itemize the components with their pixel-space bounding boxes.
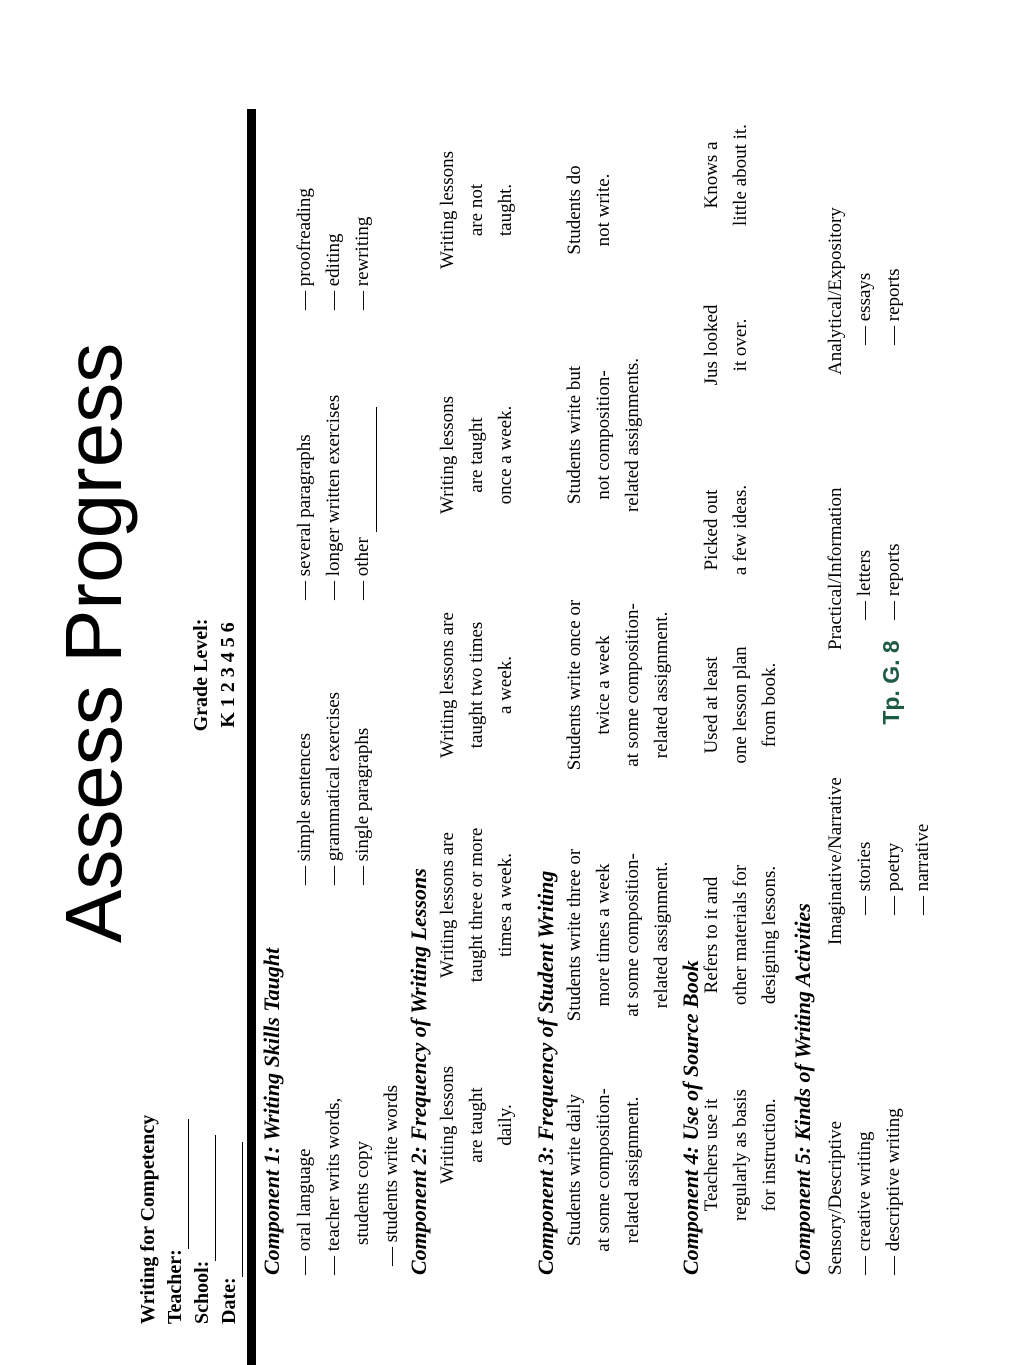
c4-col2: Refers to it and other materials for designing lessons. <box>701 864 780 1006</box>
grade-level-options: K 1 2 3 4 5 6 <box>217 622 239 728</box>
school-blank[interactable] <box>195 1135 216 1261</box>
c3-col4: Students write but not composition- related assignments. <box>564 357 643 513</box>
teacher-field[interactable]: Teacher: <box>162 1119 189 1324</box>
c2-col3: Writing lessons are taught two times a week. <box>437 612 516 758</box>
c4-col1: Teachers use it regularly as basis for instruction. <box>701 1089 780 1221</box>
c5-col4: Analytical/Expository — essays — reports <box>825 207 904 375</box>
school-field[interactable]: School: <box>189 1135 216 1324</box>
component-3-heading: Component 3: Frequency of Student Writing <box>533 870 558 1275</box>
c1-col2: — simple sentences — grammatical exercises — single paragraphs <box>294 691 373 885</box>
c2-col5: Writing lessons are not taught. <box>437 151 516 269</box>
c1-col1: — oral language — teacher writs words, students copy — students write words <box>294 1084 402 1275</box>
c1-col4: — proofreading — editing — rewriting <box>294 188 373 310</box>
c4-col4: Picked out a few ideas. <box>701 484 751 576</box>
c5-col2: Imaginative/Narrative — stories — poetry — narrative <box>825 777 933 945</box>
component-5-heading: Component 5: Kinds of Writing Activities <box>790 903 815 1275</box>
date-field[interactable]: Date: <box>216 1142 243 1324</box>
c2-col2: Writing lessons are taught three or more times a week. <box>437 827 516 983</box>
page-title: Assess Progress <box>49 342 138 943</box>
c4-col5: Jus looked it over. <box>701 304 751 386</box>
c2-col4: Writing lessons are taught once a week. <box>437 396 516 514</box>
c3-col5: Students do not write. <box>564 165 614 255</box>
c3-col3: Students write once or twice a week at some composition- related assignment. <box>564 599 672 771</box>
grade-level-label: Grade Level: <box>190 618 212 732</box>
c5-col3: Practical/Information — letters — reports <box>825 487 904 650</box>
c5-col1: Sensory/Descriptive — creative writing — descriptive writing <box>825 1108 904 1275</box>
date-blank[interactable] <box>222 1142 243 1277</box>
page-number: Tp. G. 8 <box>878 640 904 725</box>
component-1-heading: Component 1: Writing Skills Taught <box>259 947 284 1275</box>
component-2-heading: Component 2: Frequency of Writing Lessons <box>406 868 431 1275</box>
c4-col3: Used at least one lesson plan from book. <box>701 646 780 764</box>
c1-col3: — several paragraphs — longer written exercises — other <box>290 395 377 600</box>
c2-col1: Writing lessons are taught daily. <box>437 1066 516 1184</box>
header-rule <box>247 109 256 1365</box>
other-blank[interactable] <box>358 407 377 532</box>
c3-col2: Students write three or more times a week at some composition- related assignment. <box>564 848 672 1022</box>
c3-col1: Students write daily at some composition- related assignment. <box>564 1088 643 1252</box>
teacher-blank[interactable] <box>168 1119 189 1249</box>
form-title: Writing for Competency <box>137 1114 159 1324</box>
component-4-heading: Component 4: Use of Source Book <box>678 960 703 1275</box>
c4-col6: Knows a little about it. <box>701 124 751 226</box>
